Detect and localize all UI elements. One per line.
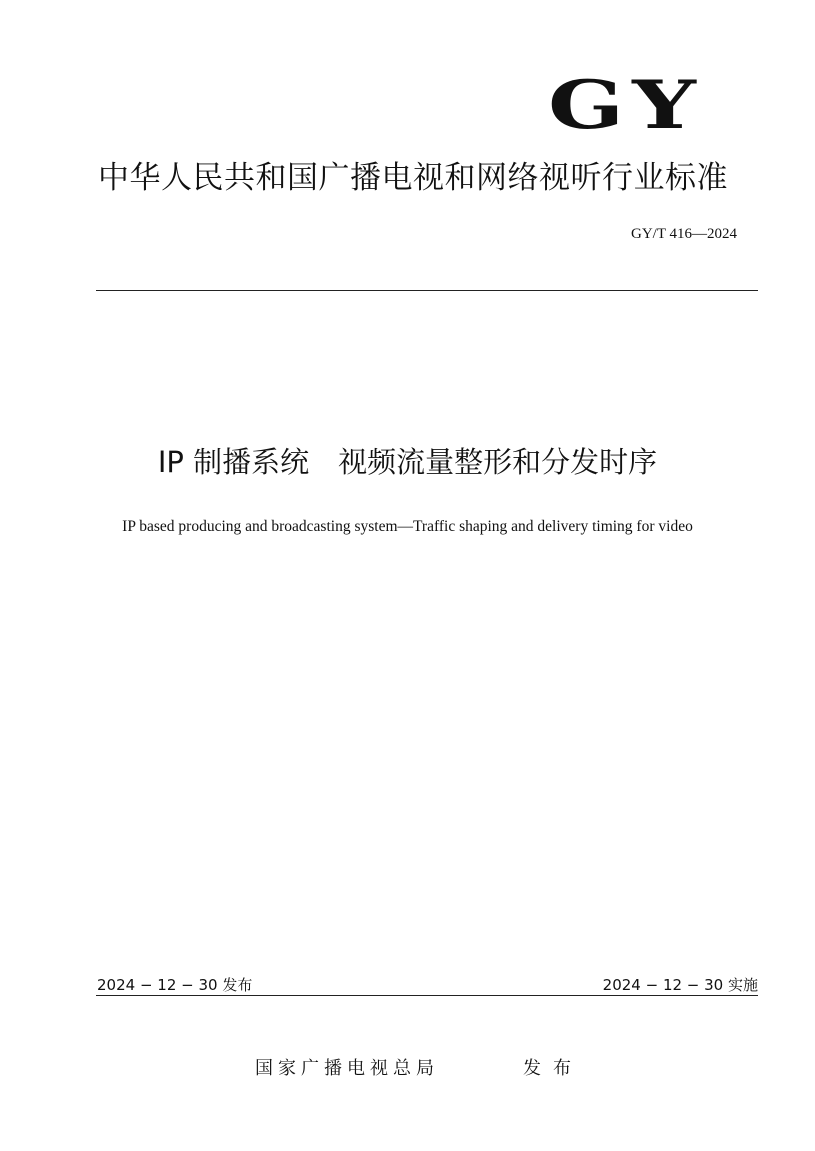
document-title-english: IP based producing and broadcasting system—Traffic shaping and delivery timing for video (122, 518, 693, 535)
issue-date: 2024 − 12 − 30 发布 (97, 976, 253, 994)
document-title-chinese: IP 制播系统 视频流量整形和分发时序 (157, 445, 658, 479)
standard-logo: GY (548, 66, 704, 144)
footer-divider (96, 995, 758, 996)
standard-category-heading: 中华人民共和国广播电视和网络视听行业标准 (98, 160, 728, 196)
implementation-date: 2024 − 12 − 30 实施 (602, 976, 758, 994)
date-row (96, 975, 758, 995)
header-divider (96, 290, 758, 291)
publish-label: 发布 (523, 1058, 583, 1079)
standard-number: GY/T 416—2024 (631, 226, 737, 242)
publisher-name: 国家广播电视总局 (255, 1058, 439, 1079)
